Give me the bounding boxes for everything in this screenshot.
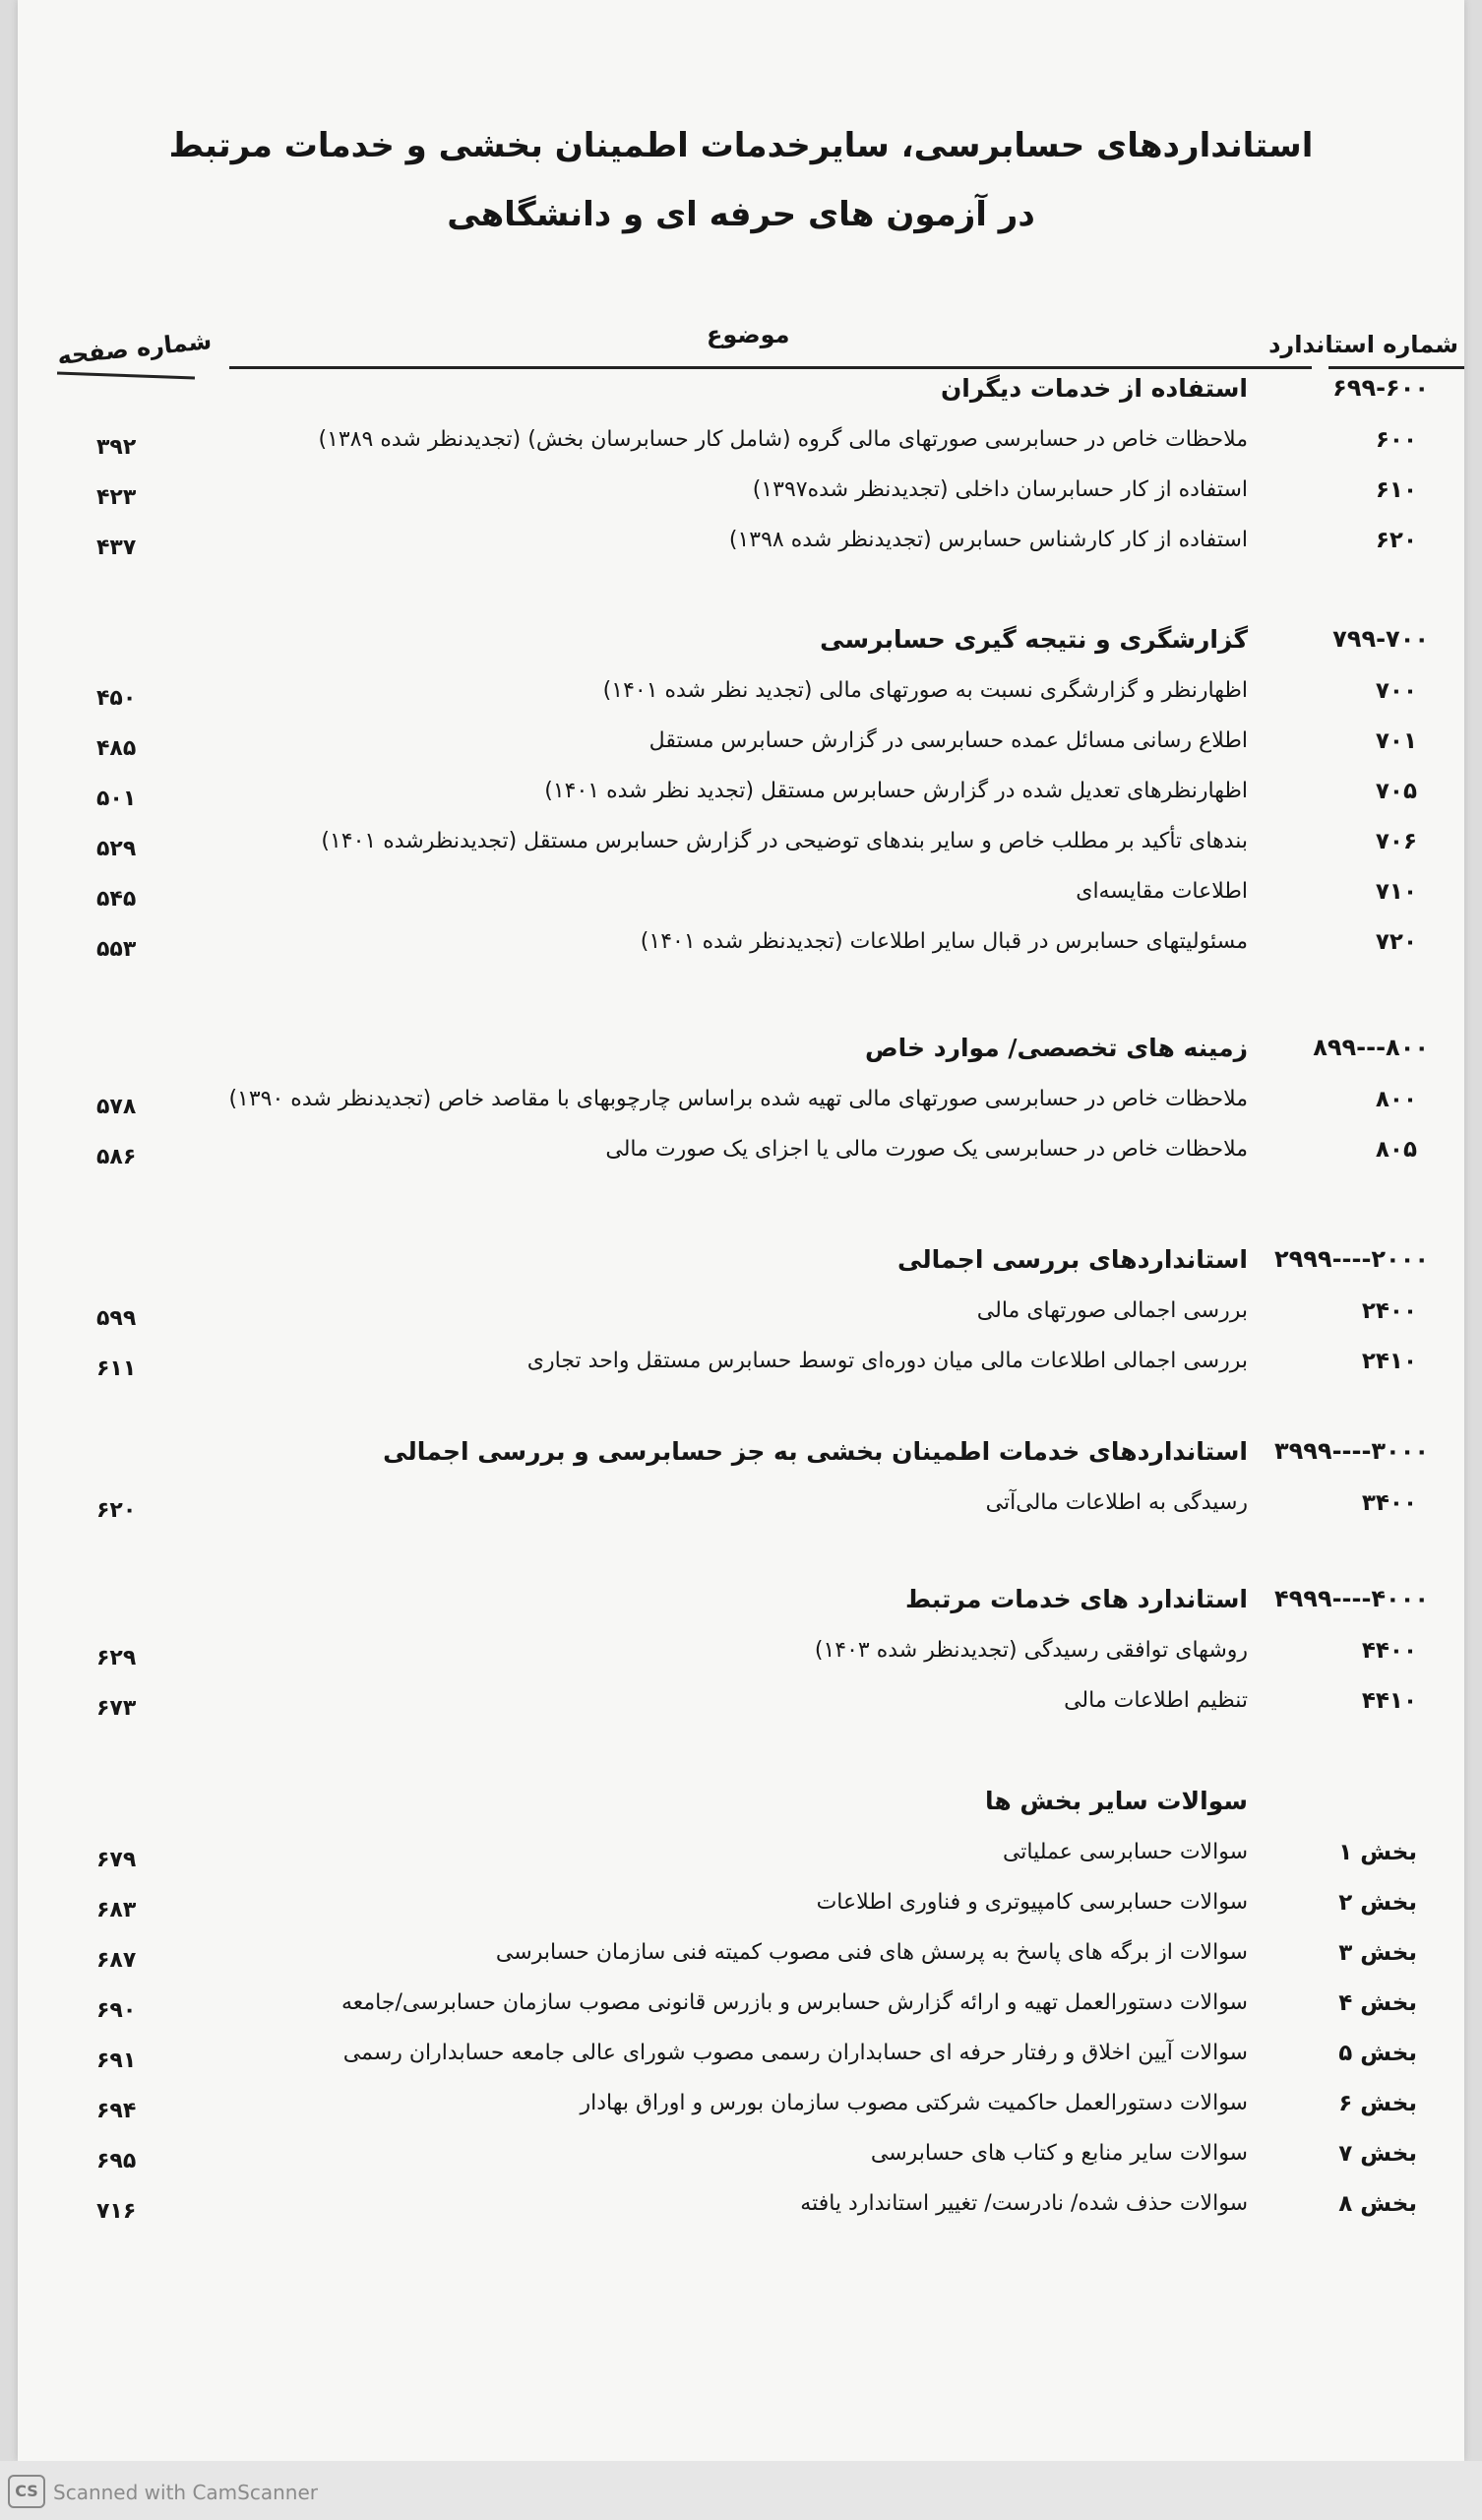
standard-title: استفاده از کار کارشناس حسابرس (تجدیدنظر شده ۱۳۹۸) bbox=[728, 528, 1248, 552]
standard-code: بخش ۳ bbox=[1338, 1940, 1417, 1966]
page-number: ۶۱۱ bbox=[96, 1356, 137, 1381]
section-range: ۸۹۹---۸۰۰ bbox=[1313, 1034, 1429, 1061]
standard-code: بخش ۴ bbox=[1338, 1990, 1417, 2016]
toc-row bbox=[18, 1834, 1464, 1873]
standard-code: بخش ۷ bbox=[1338, 2141, 1417, 2167]
toc-row bbox=[18, 1343, 1464, 1382]
page-number: ۵۲۹ bbox=[96, 837, 137, 861]
toc-row bbox=[18, 1484, 1464, 1524]
page-number: ۶۹۱ bbox=[96, 2048, 137, 2073]
toc-row bbox=[18, 2185, 1464, 2225]
page-number: ۵۵۳ bbox=[96, 937, 137, 962]
page-number: ۳۹۲ bbox=[96, 435, 137, 460]
toc-row bbox=[18, 1682, 1464, 1722]
standard-title: ملاحظات خاص در حسابرسی صورتهای مالی گروه (شامل کار حسابرسان بخش) (تجدیدنظر شده ۱۳۸۹) bbox=[318, 427, 1248, 452]
toc-row bbox=[18, 1884, 1464, 1923]
standard-title: بندهای تأکید بر مطلب خاص و سایر بندهای توضیحی در گزارش حسابرس مستقل (تجدیدنظرشده ۱۴۰۱) bbox=[321, 829, 1248, 853]
standard-title: بررسی اجمالی صورتهای مالی bbox=[976, 1298, 1248, 1323]
standard-code: بخش ۵ bbox=[1338, 2041, 1417, 2066]
standard-code: ۷۱۰ bbox=[1375, 879, 1417, 905]
standard-title: روشهای توافقی رسیدگی (تجدیدنظر شده ۱۴۰۳) bbox=[814, 1638, 1248, 1663]
standard-code: ۶۰۰ bbox=[1375, 427, 1417, 453]
page-number: ۵۸۶ bbox=[96, 1145, 137, 1169]
toc-row bbox=[18, 1292, 1464, 1332]
standard-title: سوالات از برگه های پاسخ به پرسش های فنی مصوب کمیته فنی سازمان حسابرسی bbox=[495, 1940, 1248, 1965]
page-number: ۵۹۹ bbox=[96, 1306, 137, 1331]
toc-row bbox=[18, 672, 1464, 712]
standard-title: رسیدگی به اطلاعات مالی‌آتی bbox=[985, 1490, 1248, 1515]
scanner-footer bbox=[0, 2461, 1482, 2520]
page-number: ۵۰۱ bbox=[96, 787, 137, 811]
standard-code: ۷۲۰ bbox=[1375, 929, 1417, 955]
header-rule-page bbox=[57, 372, 195, 380]
header-rule-main bbox=[229, 366, 1312, 369]
page-number: ۵۷۸ bbox=[96, 1095, 137, 1119]
standard-code: ۷۰۰ bbox=[1375, 678, 1417, 704]
toc-row bbox=[18, 1632, 1464, 1671]
standard-code: بخش ۸ bbox=[1338, 2191, 1417, 2217]
section-title: زمینه های تخصصی/ موارد خاص bbox=[865, 1034, 1248, 1062]
standard-code: ۶۲۰ bbox=[1375, 528, 1417, 553]
standard-code: ۷۰۶ bbox=[1375, 829, 1417, 854]
standard-title: بررسی اجمالی اطلاعات مالی میان دوره‌ای توسط حسابرس مستقل واحد تجاری bbox=[526, 1349, 1248, 1373]
section-title: استاندارد های خدمات مرتبط bbox=[905, 1585, 1248, 1613]
toc-row bbox=[18, 1081, 1464, 1120]
camscanner-logo: CS bbox=[8, 2475, 45, 2508]
section-range: ۴۹۹۹----۴۰۰۰ bbox=[1273, 1585, 1429, 1612]
standard-code: ۷۰۱ bbox=[1375, 728, 1417, 754]
section-title: استانداردهای خدمات اطمینان بخشی به جز حسابرسی و بررسی اجمالی bbox=[383, 1437, 1248, 1466]
standard-code: بخش ۲ bbox=[1338, 1890, 1417, 1916]
section-title: استانداردهای بررسی اجمالی bbox=[896, 1245, 1248, 1274]
standard-title: سوالات حسابرسی عملیاتی bbox=[1002, 1840, 1248, 1864]
standard-title: اطلاع رسانی مسائل عمده حسابرسی در گزارش حسابرس مستقل bbox=[648, 728, 1248, 753]
standard-title: اظهارنظر و گزارشگری نسبت به صورتهای مالی (تجدید نظر شده ۱۴۰۱) bbox=[602, 678, 1248, 703]
toc-row bbox=[18, 2085, 1464, 2124]
standard-title: سوالات دستورالعمل حاکمیت شرکتی مصوب سازمان بورس و اوراق بهادار bbox=[580, 2091, 1248, 2115]
toc-row bbox=[18, 2035, 1464, 2074]
standard-title: سوالات حسابرسی کامپیوتری و فناوری اطلاعات bbox=[816, 1890, 1248, 1915]
standard-code: ۷۰۵ bbox=[1375, 779, 1417, 804]
standard-title: سوالات سایر منابع و کتاب های حسابرسی bbox=[870, 2141, 1248, 2166]
page-number: ۴۵۰ bbox=[96, 686, 137, 711]
toc-row bbox=[18, 773, 1464, 812]
header-page-number: شماره صفحه bbox=[55, 326, 214, 371]
page-number: ۶۹۰ bbox=[96, 1998, 137, 2023]
page-number: ۴۲۳ bbox=[96, 485, 137, 510]
page-number: ۶۸۳ bbox=[96, 1898, 137, 1922]
section-title: گزارشگری و نتیجه گیری حسابرسی bbox=[820, 625, 1248, 654]
standard-code: ۶۱۰ bbox=[1375, 477, 1417, 503]
standard-code: ۲۴۰۰ bbox=[1361, 1298, 1417, 1324]
section-range: ۲۹۹۹----۲۰۰۰ bbox=[1273, 1245, 1429, 1273]
standard-code: بخش ۱ bbox=[1338, 1840, 1417, 1865]
standard-code: ۴۴۱۰ bbox=[1361, 1688, 1417, 1714]
standard-title: استفاده از کار حسابرسان داخلی (تجدیدنظر شده۱۳۹۷) bbox=[752, 477, 1248, 502]
page-number: ۷۱۶ bbox=[96, 2199, 137, 2224]
page-number: ۵۴۵ bbox=[96, 887, 137, 912]
toc-row bbox=[18, 823, 1464, 862]
section-title: استفاده از خدمات دیگران bbox=[940, 374, 1248, 403]
toc-row bbox=[18, 873, 1464, 913]
standard-title: اطلاعات مقایسه‌ای bbox=[1076, 879, 1248, 904]
toc-row bbox=[18, 421, 1464, 461]
toc-row bbox=[18, 923, 1464, 963]
toc-row bbox=[18, 723, 1464, 762]
section-range: ۳۹۹۹----۳۰۰۰ bbox=[1273, 1437, 1429, 1465]
toc-row bbox=[18, 472, 1464, 511]
section-title: سوالات سایر بخش ها bbox=[984, 1787, 1248, 1815]
camscanner-watermark: Scanned with CamScanner bbox=[53, 2481, 318, 2504]
toc-row bbox=[18, 2135, 1464, 2174]
page-number: ۶۹۴ bbox=[96, 2099, 137, 2123]
standard-title: ملاحظات خاص در حسابرسی یک صورت مالی یا اجزای یک صورت مالی bbox=[605, 1137, 1248, 1162]
book-page bbox=[18, 0, 1464, 2461]
standard-title: مسئولیتهای حسابرس در قبال سایر اطلاعات (تجدیدنظر شده ۱۴۰۱) bbox=[640, 929, 1248, 954]
standard-code: ۳۴۰۰ bbox=[1361, 1490, 1417, 1516]
page-subtitle: در آزمون های حرفه ای و دانشگاهی bbox=[447, 195, 1035, 234]
standard-code: بخش ۶ bbox=[1338, 2091, 1417, 2116]
standard-title: سوالات حذف شده/ نادرست/ تغییر استاندارد یافته bbox=[800, 2191, 1248, 2216]
section-range: ۶۹۹-۶۰۰ bbox=[1332, 374, 1429, 402]
toc-row bbox=[18, 1131, 1464, 1170]
standard-code: ۲۴۱۰ bbox=[1361, 1349, 1417, 1374]
page-number: ۶۸۷ bbox=[96, 1948, 137, 1973]
page-title: استانداردهای حسابرسی، سایرخدمات اطمینان بخشی و خدمات مرتبط bbox=[168, 126, 1314, 165]
header-topic: موضوع bbox=[707, 321, 790, 348]
header-standard-number: شماره استاندارد bbox=[1268, 331, 1458, 358]
standard-code: ۸۰۰ bbox=[1375, 1087, 1417, 1112]
page-number: ۶۷۳ bbox=[96, 1696, 137, 1721]
standard-code: ۸۰۵ bbox=[1375, 1137, 1417, 1163]
header-rule-standard bbox=[1328, 366, 1464, 369]
standard-title: تنظیم اطلاعات مالی bbox=[1064, 1688, 1248, 1713]
section-range: ۷۹۹-۷۰۰ bbox=[1332, 625, 1429, 653]
toc-row bbox=[18, 1934, 1464, 1974]
standard-title: سوالات آیین اخلاق و رفتار حرفه ای حسابداران رسمی مصوب شورای عالی جامعه حسابداران رسمی bbox=[342, 2041, 1248, 2065]
page-number: ۶۹۵ bbox=[96, 2149, 137, 2174]
standard-title: ملاحظات خاص در حسابرسی صورتهای مالی تهیه شده براساس چارچوبهای با مقاصد خاص (تجدیدنظر شده ۱۳۹۰) bbox=[228, 1087, 1248, 1111]
page-number: ۶۲۹ bbox=[96, 1646, 137, 1670]
page-number: ۶۲۰ bbox=[96, 1498, 137, 1523]
page-number: ۴۳۷ bbox=[96, 536, 137, 560]
toc-row bbox=[18, 522, 1464, 561]
toc-row bbox=[18, 1984, 1464, 2024]
standard-title: سوالات دستورالعمل تهیه و ارائه گزارش حسابرس و بازرس قانونی مصوب سازمان حسابرسی/جامعه bbox=[340, 1990, 1248, 2015]
standard-title: اظهارنظرهای تعدیل شده در گزارش حسابرس مستقل (تجدید نظر شده ۱۴۰۱) bbox=[544, 779, 1248, 803]
page-number: ۶۷۹ bbox=[96, 1848, 137, 1872]
page-number: ۴۸۵ bbox=[96, 736, 137, 761]
standard-code: ۴۴۰۰ bbox=[1361, 1638, 1417, 1664]
